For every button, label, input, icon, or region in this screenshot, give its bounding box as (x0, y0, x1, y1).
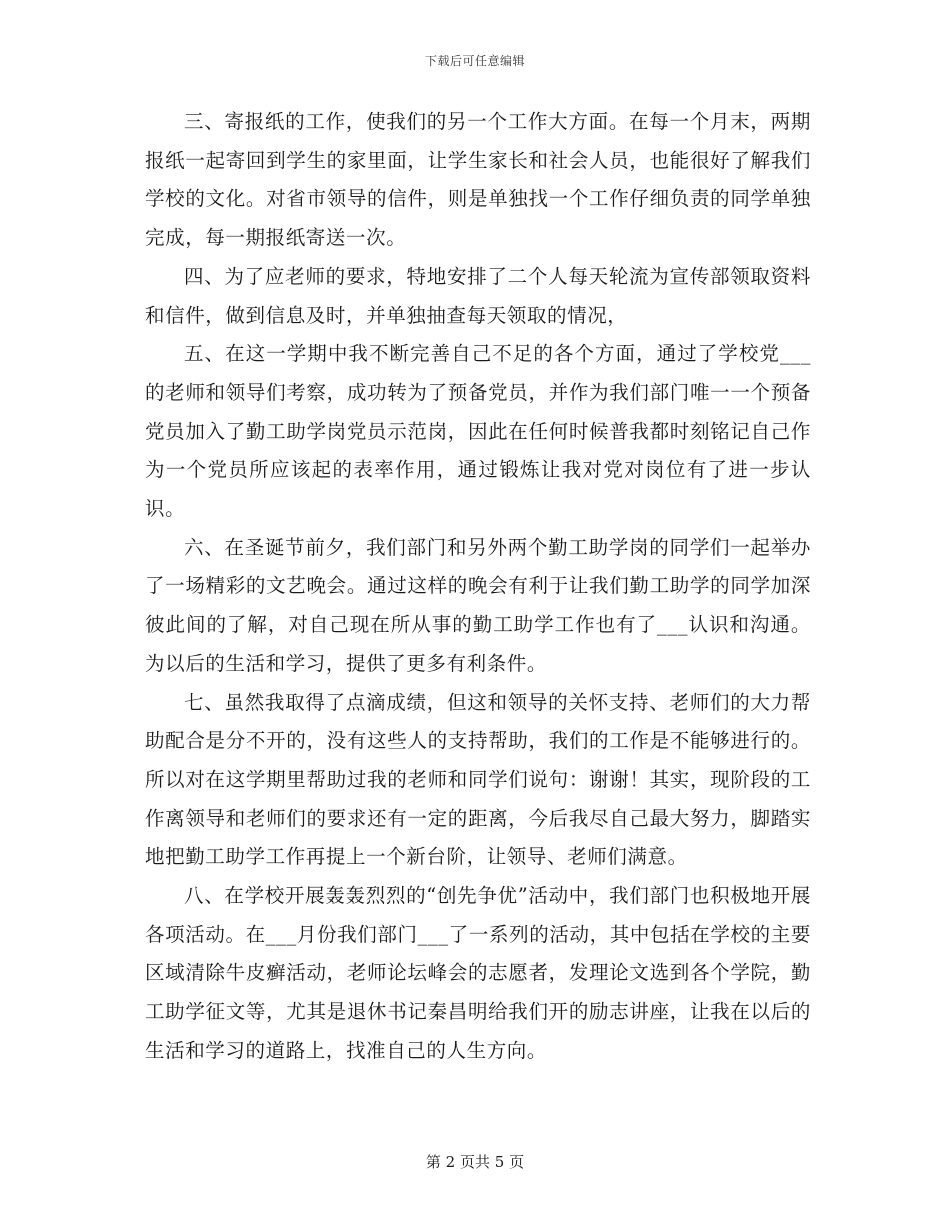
paragraph-4: 四、为了应老师的要求，特地安排了二个人每天轮流为宣传部领取资料和信件，做到信息及时，并单独抽查每天领取的情况， (145, 264, 811, 327)
page-header: 下载后可任意编辑 (424, 54, 525, 68)
paragraph-7: 七、虽然我取得了点滴成绩，但这和领导的关怀支持、老师们的大力帮助配合是分不开的，没有这些人的支持帮助，我们的工作是不能够进行的。所以对在这学期里帮助过我的老师和同学们说句：谢谢！其实，现阶段的工作离领导和老师们的要求还有一定的距离，今后我尽自己最大努力，脚踏实地把勤工助学工作再提上一个新台阶，让领导、老师们满意。 (145, 690, 811, 869)
page-number-footer: 第 2 页共 5 页 (425, 1153, 525, 1171)
paragraph-3: 三、寄报纸的工作，使我们的另一个工作大方面。在每一个月末，两期报纸一起寄回到学生的家里面，让学生家长和社会人员，也能很好了解我们学校的文化。对省市领导的信件，则是单独找一个工作仔细负责的同学单独完成，每一期报纸寄送一次。 (145, 110, 811, 250)
paragraph-6: 六、在圣诞节前夕，我们部门和另外两个勤工助学岗的同学们一起举办了一场精彩的文艺晚会。通过这样的晚会有利于让我们勤工助学的同学加深彼此间的了解，对自己现在所从事的勤工助学工作也有了___认识和沟通。为以后的生活和学习，提供了更多有利条件。 (145, 535, 811, 675)
document-body (145, 103, 811, 1071)
paragraph-8: 八、在学校开展轰轰烈烈的“创先争优”活动中，我们部门也积极地开展各项活动。在___月份我们部门___了一系列的活动，其中包括在学校的主要区域清除牛皮癣活动，老师论坛峰会的志愿者，发理论文选到各个学院，勤工助学征文等，尤其是退休书记秦昌明给我们开的励志讲座，让我在以后的生活和学习的道路上，找准自己的人生方向。 (145, 884, 811, 1062)
paragraph-5: 五、在这一学期中我不断完善自己不足的各个方面，通过了学校党___的老师和领导们考察，成功转为了预备党员，并作为我们部门唯一一个预备党员加入了勤工助学岗党员示范岗，因此在任何时候普我都时刻铭记自己作为一个党员所应该起的表率作用，通过锻炼让我对党对岗位有了进一步认识。 (145, 342, 811, 521)
